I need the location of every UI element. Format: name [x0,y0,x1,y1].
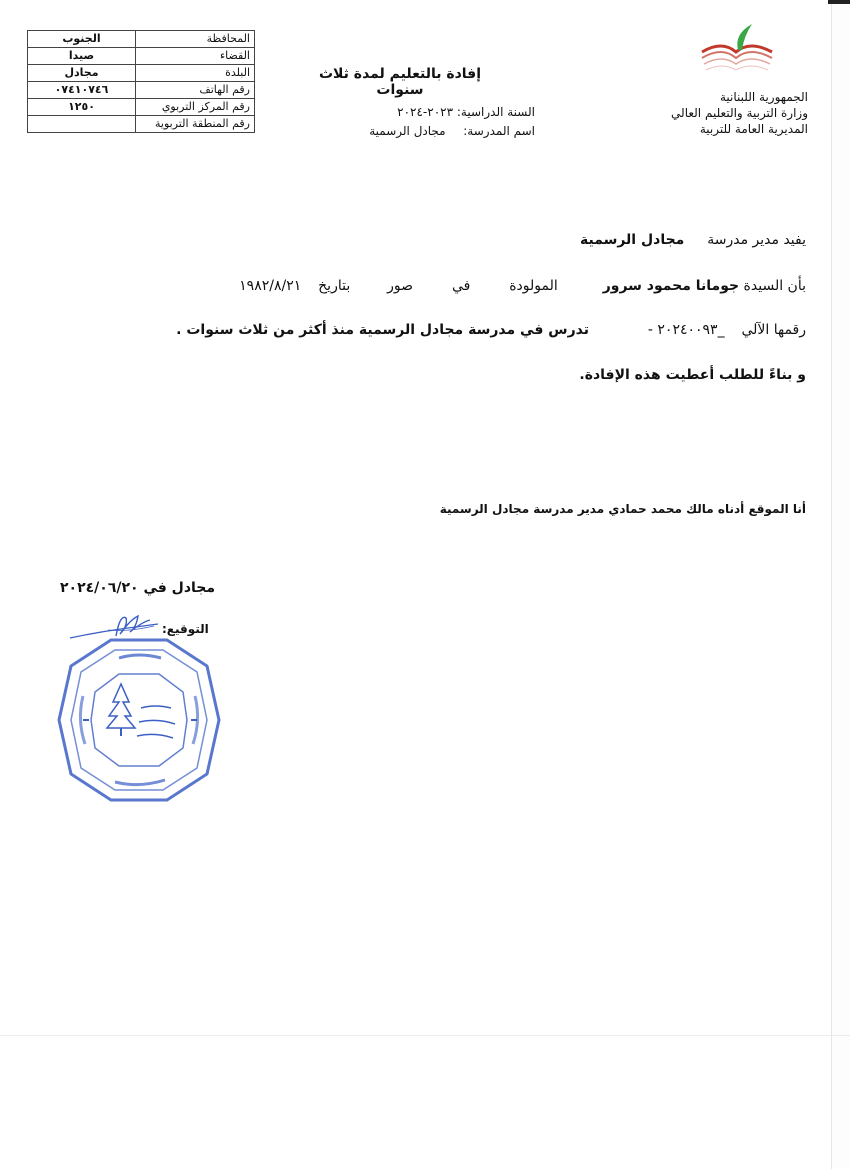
date-label: بتاريخ [318,278,351,294]
info-value: ٠٧٤١٠٧٤٦ [28,82,136,99]
info-value: ١٢٥٠ [28,99,136,116]
body-line-2 [239,278,806,294]
born-label: المولودة [509,278,558,294]
info-value [28,116,136,133]
info-label: رقم المنطقة التربوية [136,116,255,133]
in-label: في [451,278,471,294]
school-name: مجادل الرسمية [579,232,685,248]
year-label: السنة الدراسية: [456,105,535,119]
page-divider [0,1035,850,1036]
ministry-logo-icon [694,22,778,82]
info-value: الجنوب [28,31,136,48]
signature-label: التوقيع: [162,622,209,636]
director-of-school: يفيد مدير مدرسة [707,232,806,248]
info-table-row [28,99,255,116]
school-value: مجادل الرسمية [369,124,446,138]
page-edge [831,0,850,1169]
year-value: ٢٠٢٣-٢٠٢٤ [397,105,454,119]
info-label: البلدة [136,65,255,82]
info-label: القضاء [136,48,255,65]
birth-place: صور [387,278,414,294]
info-table-row [28,48,255,65]
auto-number: _٢٠٢٤٠٠٩٣ - [647,322,725,338]
letterhead-line: الجمهورية اللبنانية [719,90,808,104]
madam-prefix: بأن السيدة [743,278,806,294]
school-name-line [369,124,535,138]
person-name: جومانا محمود سرور [602,278,740,294]
teaching-statement: تدرس في مدرسة مجادل الرسمية منذ أكثر من ثلاث سنوات . [176,322,589,338]
document-title: إفادة بالتعليم لمدة ثلاث سنوات [318,66,482,98]
auto-number-label: رقمها الآلي [741,322,806,338]
letterhead-line: وزارة التربية والتعليم العالي [671,106,808,120]
school-label: اسم المدرسة: [463,124,535,138]
info-table-row [28,82,255,99]
info-table-row [28,116,255,133]
academic-year [397,105,535,119]
signatory-statement: أنا الموقع أدناه مالك محمد حمادي مدير مدرسة مجادل الرسمية [439,502,806,516]
letterhead [608,89,808,137]
info-label: رقم الهاتف [136,82,255,99]
body-line-1 [580,232,806,248]
official-stamp [55,636,223,804]
info-table-row [28,65,255,82]
info-table [27,30,255,133]
letterhead-line: المديرية العامة للتربية [699,122,808,136]
info-value: مجادل [28,65,136,82]
info-label: رقم المركز التربوي [136,99,255,116]
info-label: المحافظة [136,31,255,48]
place-and-date: مجادل في ٢٠٢٤/٠٦/٢٠ [60,580,216,596]
issuance-statement: و بناءً للطلب أعطيت هذه الإفادة. [579,367,806,383]
info-table-row [28,31,255,48]
birth-date: ١٩٨٢/٨/٢١ [239,278,302,294]
body-line-3 [176,322,806,338]
scan-mark [828,0,850,4]
info-value: صيدا [28,48,136,65]
